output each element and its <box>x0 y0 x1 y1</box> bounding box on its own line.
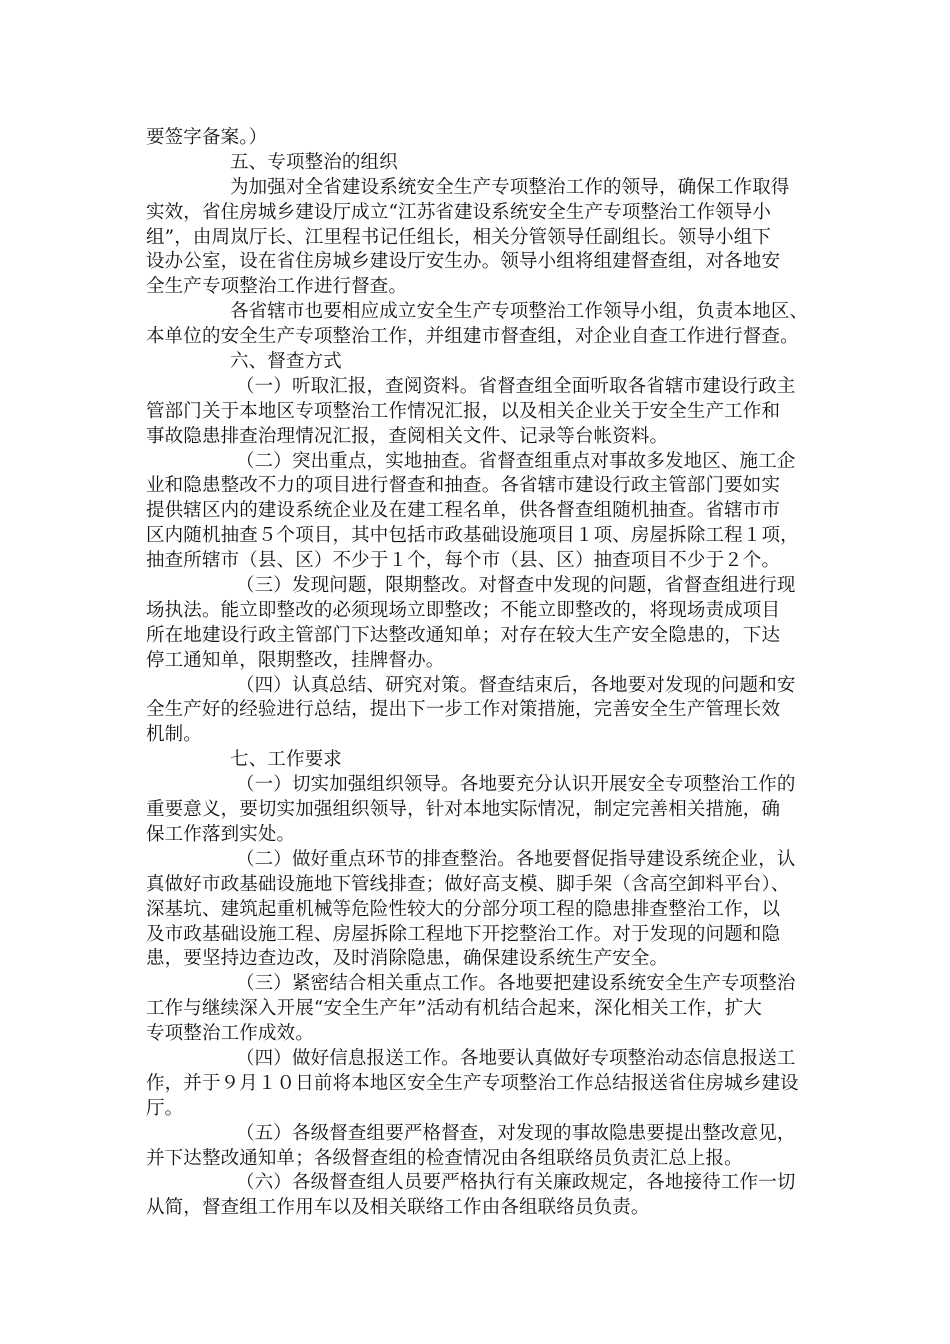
text-line: 专项整治工作成效。 <box>146 1023 314 1045</box>
text-line: 业和隐患整改不力的项目进行督查和抽查。各省辖市建设行政主管部门要如实 <box>146 475 781 497</box>
text-line: 工作与继续深入开展“安全生产年”活动有机结合起来，深化相关工作，扩大 <box>146 998 763 1020</box>
text-line: 组”，由周岚厅长、江里程书记任组长，相关分管领导任副组长。领导小组下 <box>146 226 772 248</box>
text-line: （四）做好信息报送工作。各地要认真做好专项整治动态信息报送工 <box>236 1047 796 1069</box>
text-line: 停工通知单，限期整改，挂牌督办。 <box>146 649 445 671</box>
text-line: 区内随机抽查５个项目，其中包括市政基础设施项目１项、房屋拆除工程１项， <box>146 525 799 547</box>
text-line: 并下达整改通知单；各级督查组的检查情况由各组联络员负责汇总上报。 <box>146 1147 743 1169</box>
text-line: （一）听取汇报，查阅资料。省督查组全面听取各省辖市建设行政主 <box>236 375 796 397</box>
text-line: 抽查所辖市（县、区）不少于１个，每个市（县、区）抽查项目不少于２个。 <box>146 550 781 572</box>
document-body <box>146 126 809 1221</box>
text-line: 提供辖区内的建设系统企业及在建工程名单，供各督查组随机抽查。省辖市市 <box>146 500 781 522</box>
text-line: （三）发现问题，限期整改。对督查中发现的问题，省督查组进行现 <box>236 575 796 597</box>
text-line: 深基坑、建筑起重机械等危险性较大的分部分项工程的隐患排查整治工作，以 <box>146 898 781 920</box>
text-line: 从简，督查组工作用车以及相关联络工作由各组联络员负责。 <box>146 1197 650 1219</box>
text-line: （一）切实加强组织领导。各地要充分认识开展安全专项整治工作的 <box>236 774 796 796</box>
text-line: （二）做好重点环节的排查整治。各地要督促指导建设系统企业，认 <box>236 848 796 870</box>
text-line: 所在地建设行政主管部门下达整改通知单；对存在较大生产安全隐患的，下达 <box>146 624 781 646</box>
text-line: 实效，省住房城乡建设厅成立“江苏省建设系统安全生产专项整治工作领导小 <box>146 201 772 223</box>
text-line: 及市政基础设施工程、房屋拆除工程地下开挖整治工作。对于发现的问题和隐 <box>146 923 781 945</box>
text-line: 各省辖市也要相应成立安全生产专项整治工作领导小组，负责本地区、 <box>230 301 809 323</box>
text-line: 要签字备案。） <box>146 127 268 148</box>
text-line: （五）各级督查组要严格督查，对发现的事故隐患要提出整改意见， <box>236 1122 796 1144</box>
text-line: 全生产好的经验进行总结，提出下一步工作对策措施，完善安全生产管理长效 <box>146 699 781 721</box>
text-line: 六、督查方式 <box>230 351 342 373</box>
text-line: 场执法。能立即整改的必须现场立即整改；不能立即整改的，将现场责成项目 <box>146 599 781 621</box>
text-line: 七、工作要求 <box>230 749 342 771</box>
text-line: 机制。 <box>146 724 202 746</box>
text-line: 为加强对全省建设系统安全生产专项整治工作的领导，确保工作取得 <box>230 176 790 198</box>
text-line: 患，要坚持边查边改，及时消除隐患，确保建设系统生产安全。 <box>146 948 669 970</box>
text-line: 管部门关于本地区专项整治工作情况汇报，以及相关企业关于安全生产工作和 <box>146 400 781 422</box>
text-line: 设办公室，设在省住房城乡建设厅安生办。领导小组将组建督查组，对各地安 <box>146 251 781 273</box>
text-line: 作，并于９月１０日前将本地区安全生产专项整治工作总结报送省住房城乡建设 <box>146 1072 799 1094</box>
text-line: 全生产专项整治工作进行督查。 <box>146 276 408 298</box>
text-line: 厅。 <box>146 1097 184 1119</box>
text-line: 事故隐患排查治理情况汇报，查阅相关文件、记录等台帐资料。 <box>146 425 669 447</box>
text-line: （四）认真总结、研究对策。督查结束后，各地要对发现的问题和安 <box>236 674 796 696</box>
text-line: 真做好市政基础设施地下管线排查；做好高支模、脚手架（含高空卸料平台）、 <box>146 873 790 895</box>
text-line: 本单位的安全生产专项整治工作，并组建市督查组，对企业自查工作进行督查。 <box>146 326 799 348</box>
text-line: 保工作落到实处。 <box>146 823 296 845</box>
text-line: （三）紧密结合相关重点工作。各地要把建设系统安全生产专项整治 <box>236 973 796 995</box>
text-line: （二）突出重点，实地抽查。省督查组重点对事故多发地区、施工企 <box>236 450 796 472</box>
text-line: 重要意义，要切实加强组织领导，针对本地实际情况，制定完善相关措施，确 <box>146 799 781 821</box>
text-line: （六）各级督查组人员要严格执行有关廉政规定，各地接待工作一切 <box>236 1172 796 1194</box>
text-line: 五、专项整治的组织 <box>230 151 398 173</box>
